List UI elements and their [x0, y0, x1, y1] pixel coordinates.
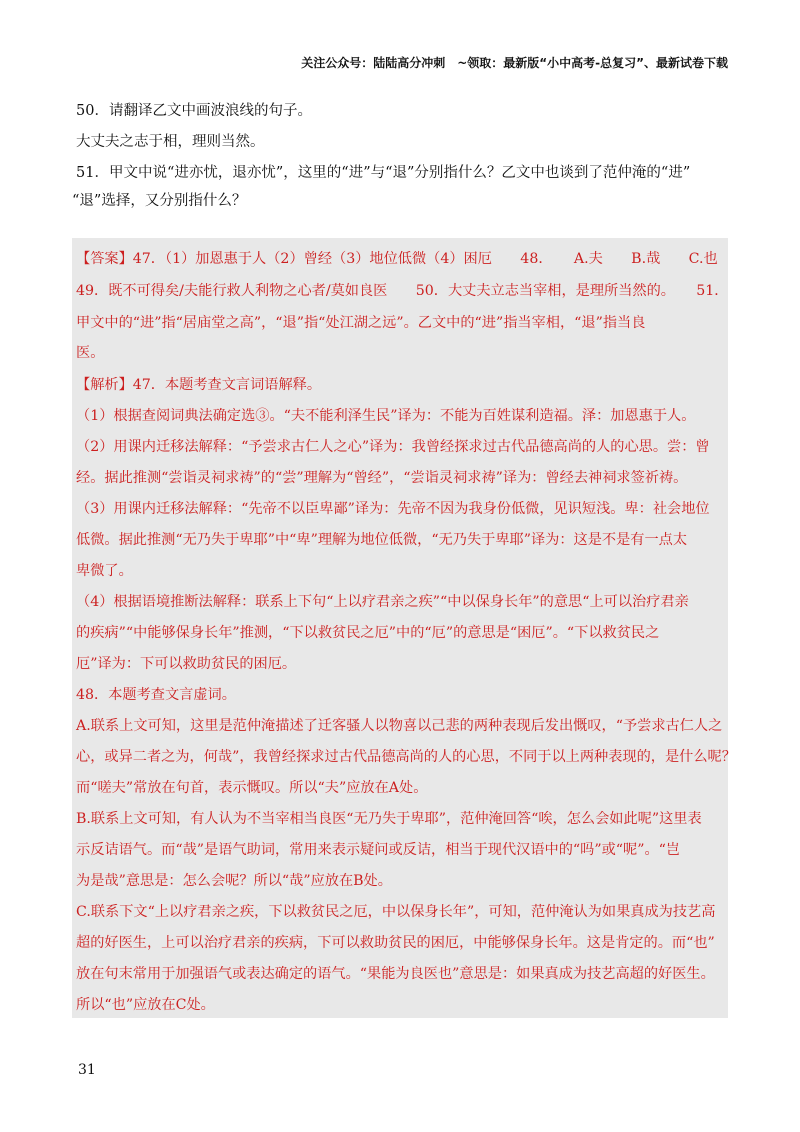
page-header: 关注公众号：陆陆高分冲刺 ~领取：最新版“小中高考-总复习”、最新试卷下载: [301, 56, 728, 70]
analysis-line: B.联系上文可知，有人认为不当宰相当良医“无乃失于卑耶”，范仲淹回答“唉，怎么会如此呢”这里表: [76, 811, 702, 827]
analysis-line: 而“嗟夫”常放在句首，表示慨叹。所以“夫”应放在A处。: [76, 780, 428, 796]
analysis-line: 示反诘语气。而“哉”是语气助词，常用来表示疑问或反诘，相当于现代汉语中的“吗”或“呢”。“岂: [76, 842, 681, 858]
analysis-line: 经。据此推测“尝诣灵祠求祷”的“尝”理解为“曾经”，“尝诣灵祠求祷”译为：曾经去神祠求签祈祷。: [76, 470, 688, 486]
analysis-line: 所以“也”应放在C处。: [76, 997, 215, 1013]
analysis-line: 放在句末常用于加强语气或表达确定的语气。“果能为良医也”意思是：如果真成为技艺高超的好医生。: [76, 966, 715, 982]
analysis-line: 卑微了。: [76, 563, 133, 579]
analysis-line: （3）用课内迁移法解释：“先帝不以臣卑鄙”译为：先帝不因为我身份低微，见识短浅。卑：社会地位: [76, 501, 710, 517]
question-51-cont: “退”选择，又分别指什么？: [72, 193, 247, 209]
answer-box: [72, 238, 736, 1018]
answer-line: 【答案】47．（1）加恩惠于人（2）曾经（3）地位低微（4）困厄 48． A.夫 B.哉 C.也: [76, 251, 718, 267]
question-51: 51．甲文中说“进亦忧，退亦忧”，这里的“进”与“退”分别指什么？乙文中也谈到了范仲淹的“进”: [76, 165, 691, 181]
analysis-line: （4）根据语境推断法解释：联系上下句“上以疗君亲之疾”“中以保身长年”的意思“上可以治疗君亲: [76, 594, 689, 610]
analysis-line: 厄”译为：下可以救助贫民的困厄。: [76, 656, 297, 672]
analysis-line: 的疾病”“中能够保身长年”推测，“下以救贫民之厄”中的“厄”的意思是“困厄”。“下以救贫民之: [76, 625, 660, 641]
answer-line: 医。: [76, 345, 105, 361]
analysis-line: 超的好医生，上可以治疗君亲的疾病，下可以救助贫民的困厄，中能够保身长年。这是肯定的。而“也”: [76, 935, 715, 951]
analysis-line: 低微。据此推测“无乃失于卑耶”中“卑”理解为地位低微，“无乃失于卑耶”译为：这是不是有一点太: [76, 532, 688, 548]
analysis-line: 心，或异二者之为，何哉”，我曾经探求过古代品德高尚的人的心思，不同于以上两种表现的，是什么呢？: [76, 749, 736, 765]
analysis-line: 48．本题考查文言虚词。: [76, 687, 236, 703]
answer-line: 甲文中的“进”指“居庙堂之高”，“退”指“处江湖之远”。乙文中的“进”指当宰相，“退”指当良: [76, 315, 646, 331]
analysis-line: （1）根据查阅词典法确定选③。“夫不能利泽生民”译为：不能为百姓谋利造福。泽：加恩惠于人。: [76, 408, 696, 424]
analysis-line: （2）用课内迁移法解释：“予尝求古仁人之心”译为：我曾经探求过古代品德高尚的人的心思。尝：曾: [76, 439, 710, 455]
analysis-heading: 【解析】47．本题考查文言词语解释。: [76, 377, 322, 393]
question-50-sentence: 大丈夫之志于相，理则当然。: [76, 134, 265, 150]
question-50: 50．请翻译乙文中画波浪线的句子。: [76, 103, 312, 119]
answer-line: 49．既不可得矣/夫能行救人利物之心者/莫如良医 50．大丈夫立志当宰相，是理所当然的。 51．: [76, 283, 729, 299]
page-number: 31: [78, 1062, 96, 1078]
analysis-line: C.联系下文“上以疗君亲之疾，下以救贫民之厄，中以保身长年”，可知，范仲淹认为如果真成为技艺高: [76, 904, 716, 920]
analysis-line: 为是哉”意思是：怎么会呢？所以“哉”应放在B处。: [76, 873, 392, 889]
analysis-line: A.联系上文可知，这里是范仲淹描述了迁客骚人以物喜以己悲的两种表现后发出慨叹，“予尝求古仁人之: [76, 718, 723, 734]
